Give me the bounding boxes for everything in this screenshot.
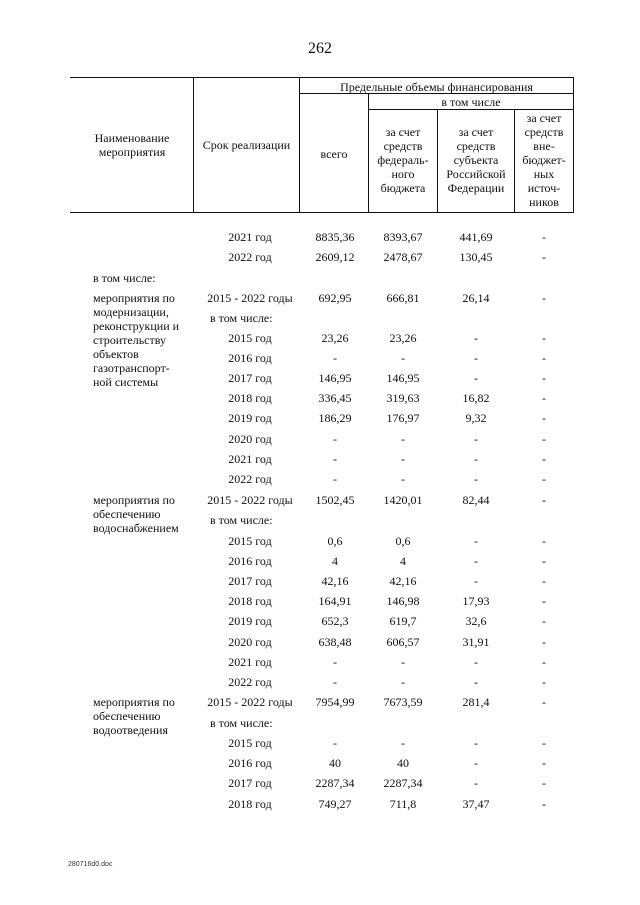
sub-including-label: в том числе: [210, 513, 273, 527]
header-period-col: Срок реализации [202, 138, 291, 152]
header-name-col: Наименование мероприятия [94, 131, 170, 159]
group-name-water-supply: мероприятия по обеспечению водоснабжением [93, 493, 179, 535]
including-label: в том числе: [93, 271, 156, 285]
header-including: в том числе [441, 95, 501, 109]
document-code: 280716d0.doc [68, 861, 113, 868]
header-vline-right [573, 77, 574, 213]
header-funding: Предельные объемы финансирования [340, 80, 533, 94]
group-name-gas: мероприятия по модернизации, реконструкции и строительству объектов газотранспорт- ной системы [93, 291, 180, 389]
sub-including-label: в том числе: [210, 311, 273, 325]
sub-including-label: в том числе: [210, 716, 273, 730]
header-federal: за счет средств федераль- ного бюджета [377, 125, 429, 195]
page-number: 262 [308, 40, 332, 57]
header-bottom-rule [70, 212, 574, 213]
header-regional: за счет средств субъекта Российской Федерации [446, 125, 506, 195]
header-vline-period [299, 77, 300, 213]
header-total: всего [320, 147, 348, 161]
header-including-rule [368, 109, 574, 110]
header-top-rule [70, 77, 574, 78]
group-name-water-disposal: мероприятия по обеспечению водоотведения [93, 695, 175, 737]
header-extrabudget: за счет средств вне- бюджет- ных источ- ников [522, 111, 566, 209]
